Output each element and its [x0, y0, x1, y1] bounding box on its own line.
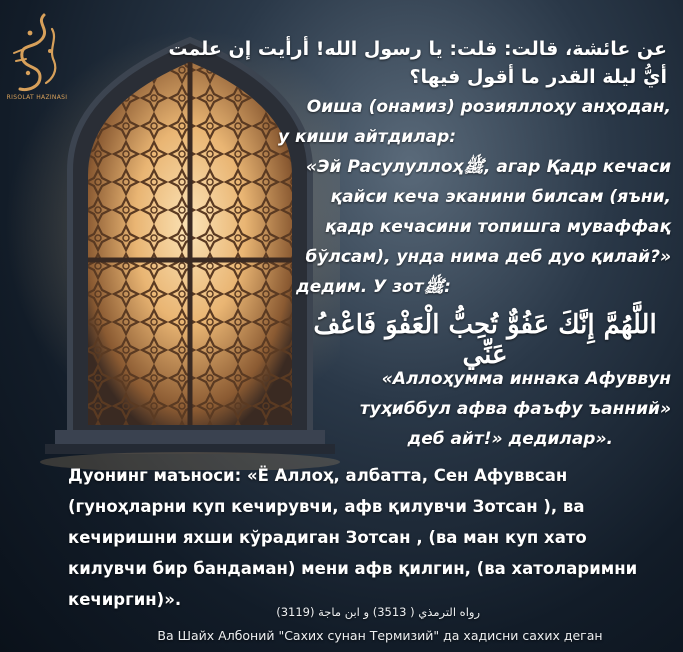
hadith-arabic-line-1: عن عائشة، قالت: قلت: يا رسول الله! أرأيت إن علمت [168, 38, 667, 60]
dua-line-2: туҳиббул афва фаъфу ъанний» [359, 399, 671, 419]
meaning-line-5: кечиргин)». [68, 590, 182, 609]
source-arabic: رواه الترمذي ( 3513) و ابن ماجة (3119) [276, 605, 480, 619]
dua-line-3: деб айт!» дедилар». [407, 429, 613, 449]
translation-line-5: қадр кечасини топишга муваффақ [324, 217, 671, 237]
dua-arabic: اللَّهُمَّ إِنَّكَ عَفُوٌّ تُحِبُّ الْعَفْوَ فَاعْفُ عَنِّي [313, 310, 657, 370]
hadith-arabic-line-2: أيُّ ليلة القدر ما أقول فيها؟ [409, 66, 667, 88]
translation-line-4: қайси кеча эканини билсам (яъни, [330, 187, 671, 207]
dua-line-1: «Аллоҳумма иннака Афуввун [381, 369, 671, 389]
meaning-line-3: кечиришни яхши кўрадиган Зотсан , (ва ман куп хато [68, 528, 587, 547]
meaning-line-1: Дуонинг маъноси: «Ё Аллоҳ, албатта, Сен Афуввсан [68, 466, 568, 485]
translation-line-7: дедим. У зотﷺ: [296, 277, 451, 297]
translation-line-2: у киши айтдилар: [278, 127, 457, 147]
source-note: Ва Шайх Албоний "Сахих сунан Термизий" да хадисни сахих деган [157, 628, 603, 643]
meaning-line-4: килувчи бир бандаман) мени афв қилгин, (ва хатоларимни [68, 559, 638, 578]
translation-line-6: бўлсам), унда нима деб дуо қилай?» [305, 247, 671, 267]
meaning-line-2: (гуноҳларни куп кечирувчи, афв қилувчи Зотсан ), ва [68, 497, 585, 516]
translation-line-3: «Эй Расулуллоҳﷺ, агар Қадр кечаси [305, 157, 671, 177]
logo-caption: RISOLAT HAZINASI [6, 94, 68, 101]
risolat-logo-icon [6, 4, 68, 104]
translation-line-1: Оиша (онамиз) розияллоҳу анҳодан, [306, 97, 671, 117]
